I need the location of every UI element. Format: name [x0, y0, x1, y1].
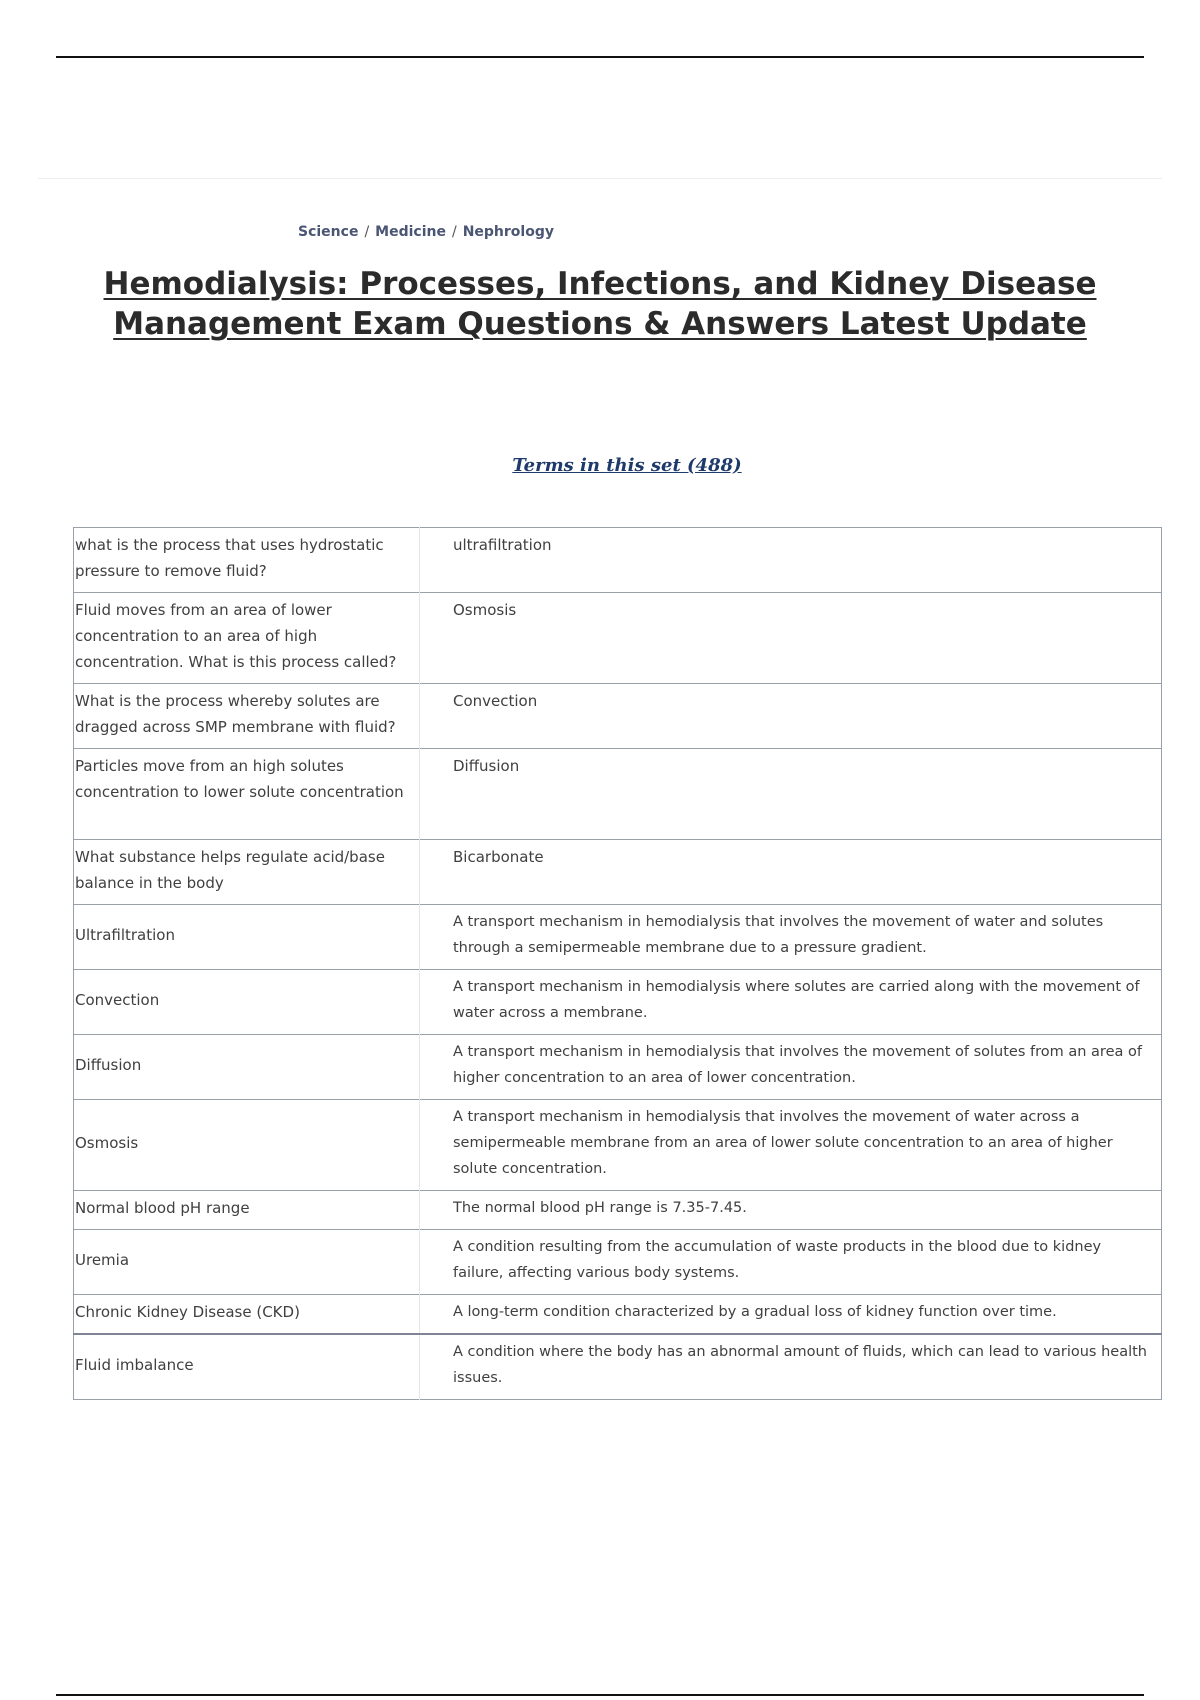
definition-cell: A transport mechanism in hemodialysis that involves the movement of solutes from an area of higher concentration to an area of lower concentration. [420, 1035, 1162, 1100]
table-row [74, 905, 1162, 970]
breadcrumb-medicine[interactable]: Medicine [375, 224, 446, 240]
definition-cell: Bicarbonate [420, 840, 1162, 905]
table-row [74, 749, 1162, 840]
breadcrumb-separator: / [451, 224, 457, 240]
table-row [74, 1035, 1162, 1100]
term-cell: Diffusion [74, 1035, 420, 1100]
term-cell: what is the process that uses hydrostatic pressure to remove fluid? [74, 528, 420, 593]
table-row [74, 684, 1162, 749]
definition-cell: Osmosis [420, 593, 1162, 684]
term-cell: Ultrafiltration [74, 905, 420, 970]
terms-count-heading: Terms in this set (488) [512, 455, 742, 476]
term-cell: Fluid imbalance [74, 1334, 420, 1400]
table-row [74, 528, 1162, 593]
term-cell: Fluid moves from an area of lower concentration to an area of high concentration. What is this process called? [74, 593, 420, 684]
bottom-rule [56, 1694, 1144, 1696]
breadcrumb-science[interactable]: Science [298, 224, 359, 240]
term-cell: What substance helps regulate acid/base balance in the body [74, 840, 420, 905]
term-cell: Uremia [74, 1230, 420, 1295]
term-cell: Chronic Kidney Disease (CKD) [74, 1295, 420, 1335]
table-row [74, 593, 1162, 684]
header-divider [38, 178, 1162, 179]
definition-cell: A transport mechanism in hemodialysis that involves the movement of water and solutes through a semipermeable membrane due to a pressure gradient. [420, 905, 1162, 970]
breadcrumb-nephrology[interactable]: Nephrology [462, 224, 554, 240]
table-row [74, 1295, 1162, 1335]
page-title: Hemodialysis: Processes, Infections, and Kidney Disease Management Exam Questions & Answers Latest Update [103, 266, 1097, 342]
term-cell: Convection [74, 970, 420, 1035]
definition-cell: A condition where the body has an abnormal amount of fluids, which can lead to various health issues. [420, 1334, 1162, 1400]
table-row [74, 1100, 1162, 1191]
table-row [74, 970, 1162, 1035]
flashcard-table [73, 527, 1162, 1400]
definition-cell: A condition resulting from the accumulation of waste products in the blood due to kidney failure, affecting various body systems. [420, 1230, 1162, 1295]
definition-cell: The normal blood pH range is 7.35-7.45. [420, 1191, 1162, 1230]
table-row [74, 1230, 1162, 1295]
definition-cell: A transport mechanism in hemodialysis that involves the movement of water across a semipermeable membrane from an area of lower solute concentration to an area of higher solute concentration. [420, 1100, 1162, 1191]
definition-cell: A long-term condition characterized by a gradual loss of kidney function over time. [420, 1295, 1162, 1335]
term-cell: What is the process whereby solutes are dragged across SMP membrane with fluid? [74, 684, 420, 749]
breadcrumb-separator: / [364, 224, 370, 240]
top-rule [56, 56, 1144, 58]
definition-cell: A transport mechanism in hemodialysis where solutes are carried along with the movement of water across a membrane. [420, 970, 1162, 1035]
table-row [74, 840, 1162, 905]
term-cell: Osmosis [74, 1100, 420, 1191]
table-row [74, 1191, 1162, 1230]
breadcrumb [298, 224, 554, 240]
table-row [74, 1334, 1162, 1400]
term-cell: Normal blood pH range [74, 1191, 420, 1230]
definition-cell: ultrafiltration [420, 528, 1162, 593]
definition-cell: Convection [420, 684, 1162, 749]
term-cell: Particles move from an high solutes concentration to lower solute concentration [74, 749, 420, 840]
definition-cell: Diffusion [420, 749, 1162, 840]
